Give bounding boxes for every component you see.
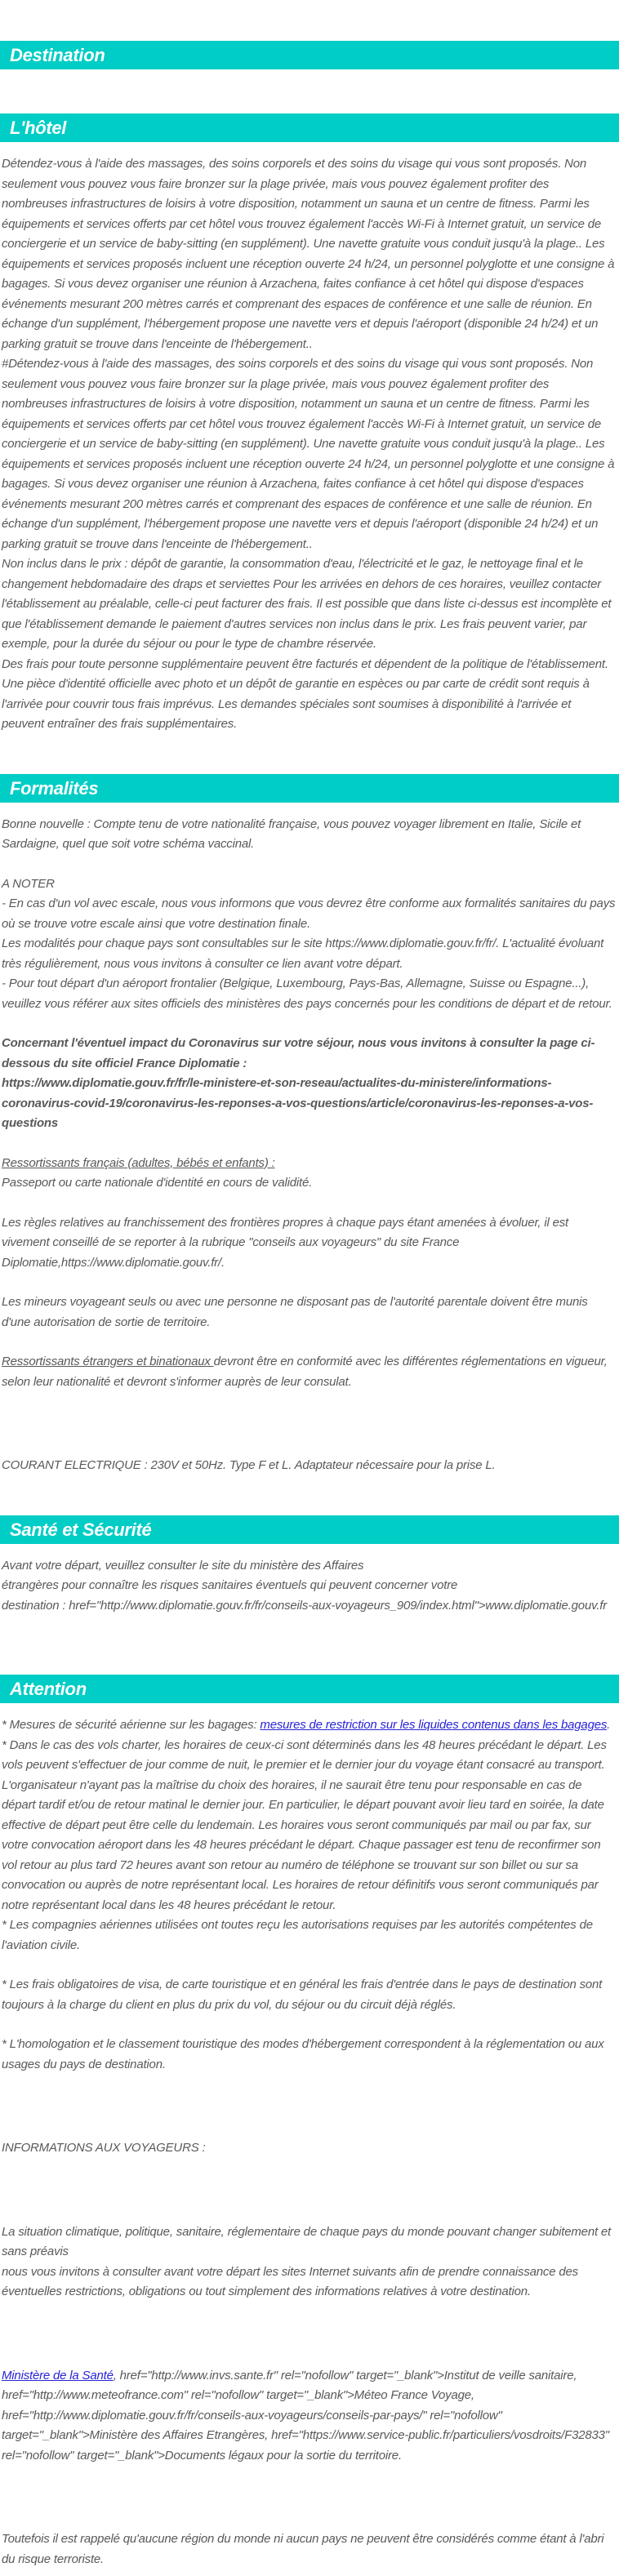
text-run: Détendez-vous à l'aide des massages, des soins corporels et des soins du visage qui vous sont proposés. Non seulement vous pouvez vous faire bronzer sur la plage privée, mais vous pouvez également profiter des nombreuses infrastructures de loisirs à votre disposition, notamment un sauna et un centre de fitness. Parmi les équipements et services offerts par cet hôtel vous trouvez également l'accès Wi-Fi à Internet gratuit, un service de conciergerie et un service de baby-sitting (en supplément). Une navette gratuite vous conduit jusqu'à la plage.. Les équipements et services proposés incluent une réception ouverte 24 h/24, un personnel polyglotte et une consigne à bagages. Si vous devez organiser une réunion à Arzachena, faites confiance à cet hôtel qui dispose d'espaces événements mesurant 200 mètres carrés et comprenant des espaces de conférence et une salle de réunion. En échange d'un supplément, l'hébergement propose une navette vers et depuis l'aéroport (disponible 24 h/24) et un parking gratuit se trouve dans l'enceinte de l'hébergement.. — [2, 157, 615, 351]
text-run: * L'homologation et le classement touristique des modes d'hébergement correspondent à la réglementation ou aux usages du pays de destination. — [2, 2037, 604, 2071]
vertical-spacer — [2, 1332, 616, 1352]
section-banner-formalites — [0, 774, 619, 803]
travel-info-page — [0, 41, 619, 2569]
vertical-spacer — [2, 2159, 616, 2222]
paragraph — [2, 894, 616, 934]
paragraph — [2, 1074, 616, 1134]
text-run: nous vous invitons à consulter avant votre départ les sites Internet suivants afin de prendre connaissance des éventuelles restrictions, obligations ou tout simplement des informations relatives à votre destination. — [2, 2264, 578, 2298]
section-formalites — [0, 774, 619, 1476]
vertical-spacer — [2, 1194, 616, 1213]
paragraph — [2, 1556, 616, 1577]
paragraph — [2, 874, 616, 895]
vertical-spacer — [2, 2466, 616, 2529]
paragraph — [2, 1253, 616, 1274]
vertical-spacer — [2, 1616, 616, 1635]
text-run: Passeport ou carte nationale d'identité en cours de validité. — [2, 1176, 313, 1190]
section-title-attention: Attention — [10, 1679, 87, 1699]
vertical-spacer — [2, 2302, 616, 2366]
vertical-spacer — [2, 855, 616, 874]
text-run: Avant votre départ, veuillez consulter le site du ministère des Affaires — [2, 1558, 364, 1573]
paragraph — [2, 2138, 616, 2159]
text-run: INFORMATIONS AUX VOYAGEURS : — [2, 2141, 206, 2155]
section-banner-sante-securite — [0, 1515, 619, 1544]
paragraph — [2, 1213, 616, 1253]
section-title-sante-securite: Santé et Sécurité — [10, 1519, 152, 1540]
text-run: Les règles relatives au franchissement des frontières propres à chaque pays étant amenées à évoluer, il est vivement conseillé de se reporter à la rubrique "conseils aux voyageurs" du site France — [2, 1215, 569, 1249]
section-banner-destination — [0, 41, 619, 69]
text-run: Toutefois il est rappelé qu'aucune région du monde ni aucun pays ne peuvent être considérés comme étant à l'abri du risque terroriste. — [2, 2532, 604, 2566]
text-run: Non inclus dans le prix : dépôt de garantie, la consommation d'eau, l'électricité et le gaz, le nettoyage final et le changement hebdomadaire des draps et serviettes Pour les arrivées en dehors de ces horaires, veuillez contacter l'établissement au préalable, celle-ci peut facturer des frais. Il est possible que dans liste ci-dessus est incomplète et que l'établissement demande le paiement d'autres services non inclus dans le prix. Les frais peuvent varier, par exemple, pour la durée du séjour ou pour le type de chambre réservée. — [2, 557, 612, 651]
section-content-formalites — [0, 803, 619, 1476]
vertical-spacer — [2, 1273, 616, 1292]
vertical-spacer — [2, 2015, 616, 2035]
text-run: Des frais pour toute personne supplémentaire peuvent être facturés et dépendent de la politique de l'établissement. Une pièce d'identité officielle avec photo et un dépôt de garantie en espèces ou par carte de crédit sont requis à l'arrivée pour couvrir tous frais imprévus. Les demandes spéciales sont soumises à disponibilité à l'arrivée et peuvent entraîner des frais supplémentaires. — [2, 656, 608, 731]
text-run: devront être en conformité avec les différentes réglementations en vigueur, selon leur nationalité et devront s'informer auprès de leur consulat. — [2, 1355, 608, 1389]
section-hotel — [0, 113, 619, 735]
underlined-text: Ressortissants étrangers et binationaux — [2, 1355, 214, 1368]
text-run: - En cas d'un vol avec escale, nous vous informons que vous devrez être conforme aux formalités sanitaires du pays où se trouve votre escale ainsi que votre destination finale. — [2, 896, 616, 931]
paragraph — [2, 2529, 616, 2569]
paragraph — [2, 2366, 616, 2467]
underlined-text: Ressortissants français (adultes, bébés et enfants) : — [2, 1155, 275, 1170]
text-run: Concernant l'éventuel impact du Coronavirus sur votre séjour, nous vous invitons à consulter la page ci-dessous du site officiel France Diplomatie : — [2, 1036, 595, 1070]
paragraph — [2, 815, 616, 855]
paragraph — [2, 1173, 616, 1194]
ministere-de-la-sante-link[interactable]: Ministère de la Santé — [2, 2368, 114, 2382]
paragraph — [2, 1915, 616, 1955]
text-run: * Les compagnies aériennes utilisées ont toutes reçu les autorisations requises par les autorités compétentes de l'aviation civile. — [2, 1918, 593, 1952]
paragraph — [2, 1154, 616, 1174]
paragraph — [2, 154, 616, 354]
paragraph — [2, 974, 616, 1014]
text-run: Les modalités pour chaque pays sont consultables sur le site https://www.diplomatie.gouv.fr/fr/. L'actualité évoluant très régulièrement, nous vous invitons à consulter ce lien avant votre départ. — [2, 937, 604, 971]
vertical-spacer — [2, 1955, 616, 1975]
paragraph — [2, 554, 616, 655]
text-run: - Pour tout départ d'un aéroport frontalier (Belgique, Luxembourg, Pays-Bas, Allemagne, Suisse ou Espagne...), veuillez vous référer aux sites officiels des ministères des pays concernés pour les conditions de départ et de retour. — [2, 977, 612, 1011]
section-sante-securite — [0, 1515, 619, 1636]
section-content-hotel — [0, 142, 619, 735]
text-run: * Les frais obligatoires de visa, de carte touristique et en général les frais d'entrée dans le pays de destination sont toujours à la charge du client en plus du prix du vol, du séjour ou du circuit déjà réglés. — [2, 1978, 603, 2012]
section-title-destination: Destination — [10, 45, 105, 65]
liquids-restriction-link[interactable]: mesures de restriction sur les liquides contenus dans les bagages — [260, 1718, 608, 1732]
paragraph — [2, 1975, 616, 2015]
paragraph — [2, 1352, 616, 1392]
text-run: A NOTER — [2, 876, 55, 891]
section-content-sante-securite — [0, 1544, 619, 1636]
paragraph — [2, 1576, 616, 1596]
paragraph — [2, 1715, 616, 1736]
section-destination — [0, 41, 619, 69]
text-run: Diplomatie,https://www.diplomatie.gouv.fr/. — [2, 1255, 225, 1270]
text-run: . — [607, 1718, 611, 1732]
paragraph — [2, 934, 616, 974]
text-run: Les mineurs voyageant seuls ou avec une personne ne disposant pas de l'autorité parentale doivent être munis d'une autorisation de sortie de territoire. — [2, 1295, 588, 1329]
text-run: La situation climatique, politique, sanitaire, réglementaire de chaque pays du monde pouvant changer subitement et sans préavis — [2, 2224, 612, 2258]
paragraph — [2, 1596, 616, 1617]
paragraph — [2, 1292, 616, 1332]
paragraph — [2, 354, 616, 554]
text-run: , href="http://www.invs.sante.fr" rel="nofollow" target="_blank">Institut de veille sanitaire, href="http://www.meteofrance.com" rel="nofollow" target="_blank">Méteo France Voyage, href="http://www.diplomatie.gouv.fr/fr/conseils-aux-voyageurs/conseils-par-pays/" rel="nofollow" target="_blank">Ministère des Affaires Etrangères, href="https://www.service-public.fr/particuliers/vosdroits/F32833" rel="nofollow" target="_blank">Documents légaux pour la sortie du territoire. — [2, 2368, 609, 2463]
section-banner-attention — [0, 1675, 619, 1703]
vertical-spacer — [2, 1134, 616, 1154]
paragraph — [2, 2035, 616, 2075]
paragraph — [2, 2262, 616, 2302]
text-run: https://www.diplomatie.gouv.fr/fr/le-ministere-et-son-reseau/actualites-du-ministere/informations-coronavirus-covid-19/coronavirus-les-reponses-a-vos-questions/article/coronavirus-les-reponses-a-vos-questions — [2, 1076, 594, 1130]
vertical-spacer — [2, 1392, 616, 1456]
vertical-spacer — [2, 1014, 616, 1034]
paragraph — [2, 1034, 616, 1074]
text-run: * Dans le cas des vols charter, les horaires de ceux-ci sont déterminés dans les 48 heures précédant le départ. Les vols peuvent s'effectuer de jour comme de nuit, le premier et le dernier jour du voyage étant consacré au transport. L'organisateur n'ayant pas la maîtrise du choix des horaires, il ne saurait être tenu pour responsable en cas de départ tardif et/ou de retour matinal le dernier jour. En particulier, le départ pouvant avoir lieu tard en soirée, la date effective de départ peut être celle du lendemain. Les horaires vous seront communiqués par mail ou par fax, sur votre convocation aéroport dans les 48 heures précédant le départ. Chaque passager est tenu de reconfirmer son vol retour au plus tard 72 heures avant son retour au numéro de téléphone se trouvant sur son billet ou sur sa convocation ou auprès de notre représentant local. Les horaires de retour définitifs vous seront communiqués par notre représentant local dans les 48 heures précédant le retour. — [2, 1737, 607, 1912]
text-run: Bonne nouvelle : Compte tenu de votre nationalité française, vous pouvez voyager librement en Italie, Sicile et Sardaigne, quel que soit votre schéma vaccinal. — [2, 816, 581, 851]
paragraph — [2, 1456, 616, 1476]
section-content-attention — [0, 1703, 619, 2569]
text-run: * Mesures de sécurité aérienne sur les bagages: — [2, 1718, 261, 1732]
section-attention — [0, 1675, 619, 2569]
text-run: COURANT ELECTRIQUE : 230V et 50Hz. Type F et L. Adaptateur nécessaire pour la prise L. — [2, 1458, 496, 1472]
section-title-hotel: L'hôtel — [10, 118, 67, 138]
text-run: destination : href="http://www.diplomatie.gouv.fr/fr/conseils-aux-voyageurs_909/index.html">www.diplomatie.gouv.fr — [2, 1598, 608, 1613]
paragraph — [2, 655, 616, 735]
vertical-spacer — [2, 2075, 616, 2138]
paragraph — [2, 2222, 616, 2262]
text-run: #Détendez-vous à l'aide des massages, des soins corporels et des soins du visage qui vous sont proposés. Non seulement vous pouvez vous faire bronzer sur la plage privée, mais vous pouvez également profiter des nombreuses infrastructures de loisirs à votre disposition, notamment un sauna et un centre de fitness. Parmi les équipements et services offerts par cet hôtel vous trouvez également l'accès Wi-Fi à Internet gratuit, un service de conciergerie et un service de baby-sitting (en supplément). Une navette gratuite vous conduit jusqu'à la plage.. Les équipements et services proposés incluent une réception ouverte 24 h/24, un personnel polyglotte et une consigne à bagages. Si vous devez organiser une réunion à Arzachena, faites confiance à cet hôtel qui dispose d'espaces événements mesurant 200 mètres carrés et comprenant des espaces de conférence et une salle de réunion. En échange d'un supplément, l'hébergement propose une navette vers et depuis l'aéroport (disponible 24 h/24) et un parking gratuit se trouve dans l'enceinte de l'hébergement.. — [2, 357, 615, 551]
section-banner-hotel — [0, 113, 619, 142]
text-run: étrangères pour connaître les risques sanitaires éventuels qui peuvent concerner votre — [2, 1578, 458, 1592]
paragraph — [2, 1736, 616, 1916]
section-title-formalites: Formalités — [10, 777, 99, 799]
